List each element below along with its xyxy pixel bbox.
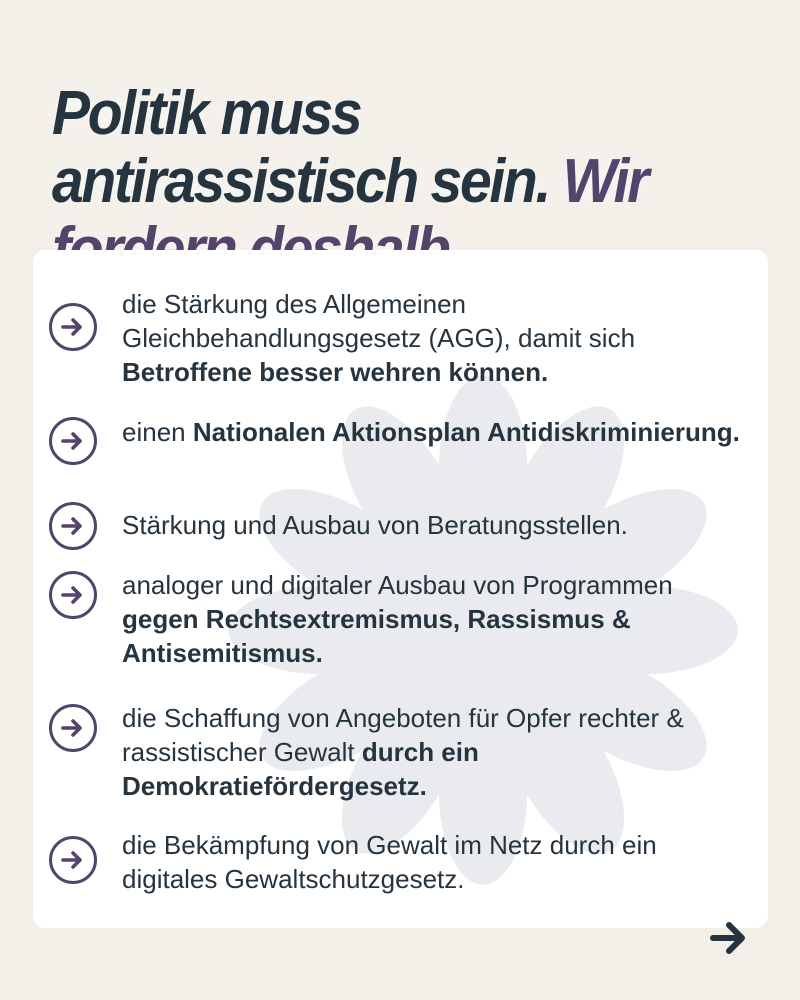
demand-bold-text: durch ein Demokratiefördergesetz.: [122, 737, 479, 801]
arrow-right-circle-icon: [49, 704, 97, 752]
demand-plain-text: die Schaffung von Angeboten für Opfer rechter & rassistischer Gewalt: [122, 703, 684, 767]
demand-text: [122, 701, 752, 803]
demand-plain-text: Stärkung und Ausbau von Beratungsstellen.: [122, 510, 628, 540]
arrow-right-circle-icon: [49, 502, 97, 550]
demand-text: [122, 508, 752, 542]
arrow-right-circle-icon: [49, 571, 97, 619]
headline-part2: Wir: [562, 147, 648, 216]
demand-text: [122, 568, 752, 670]
demand-bold-text: Betroffene besser wehren können.: [122, 357, 549, 387]
demand-bold-text: gegen Rechtsextremismus, Rassismus & Antisemitismus.: [122, 604, 631, 668]
arrow-right-circle-icon: [49, 836, 97, 884]
demand-text: [122, 415, 752, 449]
arrow-right-icon[interactable]: [709, 920, 749, 956]
demand-text: [122, 828, 752, 896]
demands-card: [33, 250, 768, 928]
demand-bold-text: Nationalen Aktionsplan Antidiskriminierung.: [192, 417, 740, 447]
arrow-right-circle-icon: [49, 417, 97, 465]
demand-plain-text: die Bekämpfung von Gewalt im Netz durch ein digitales Gewaltschutzgesetz.: [122, 830, 657, 894]
demand-plain-text: einen: [122, 417, 186, 447]
headline-part1: Politik muss antirassistisch sein.: [52, 79, 550, 216]
demand-text: [122, 287, 752, 389]
demand-plain-text: analoger und digitaler Ausbau von Programmen: [122, 570, 673, 600]
arrow-right-circle-icon: [49, 303, 97, 351]
demand-plain-text: die Stärkung des Allgemeinen Gleichbehandlungsgesetz (AGG), damit sich: [122, 289, 636, 353]
